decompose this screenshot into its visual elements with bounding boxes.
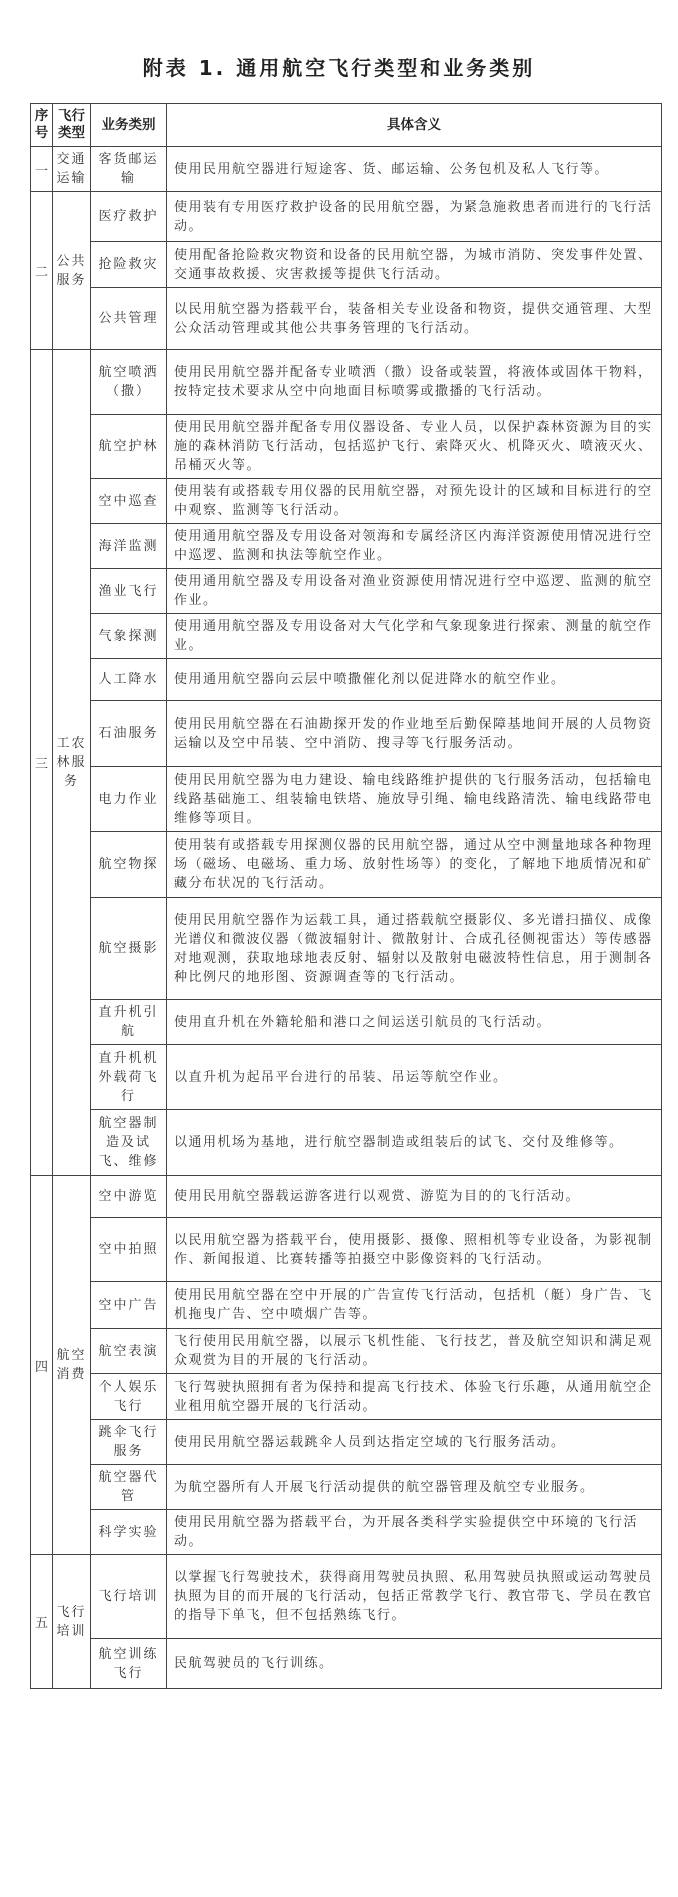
table-row [31, 832, 662, 898]
table-row [31, 288, 662, 350]
meaning-cell: 使用民用航空器并配备专业喷洒（撒）设备或装置，将液体或固体干物料，按特定技术要求从空中向地面目标喷雾或撒播的飞行活动。 [167, 350, 662, 415]
meaning-cell: 使用民用航空器为电力建设、输电线路维护提供的飞行服务活动，包括输电线路基础施工、组装输电铁塔、施放导引绳、输电线路清洗、输电线路带电维修等项目。 [167, 767, 662, 832]
table-row [31, 415, 662, 479]
table-row [31, 1465, 662, 1510]
business-category-cell: 人工降水 [91, 659, 167, 701]
meaning-cell: 使用民用航空器载运游客进行以观赏、游览为目的的飞行活动。 [167, 1176, 662, 1218]
meaning-cell: 使用通用航空器及专用设备对大气化学和气象现象进行探索、测量的航空作业。 [167, 614, 662, 659]
business-category-cell: 航空摄影 [91, 898, 167, 1000]
meaning-cell: 以民用航空器为搭载平台，使用摄影、摄像、照相机等专业设备，为影视制作、新闻报道、比赛转播等拍摄空中影像资料的飞行活动。 [167, 1218, 662, 1282]
meaning-cell: 使用装有或搭载专用探测仪器的民用航空器，通过从空中测量地球各种物理场（磁场、电磁场、重力场、放射性场等）的变化，了解地下地质情况和矿藏分布状况的飞行活动。 [167, 832, 662, 898]
meaning-cell: 使用民用航空器运载跳伞人员到达指定空域的飞行服务活动。 [167, 1420, 662, 1465]
business-category-cell: 公共管理 [91, 288, 167, 350]
table-header-row [31, 104, 662, 147]
business-category-cell: 直升机机外载荷飞行 [91, 1045, 167, 1110]
meaning-cell: 为航空器所有人开展飞行活动提供的航空器管理及航空专业服务。 [167, 1465, 662, 1510]
table-row [31, 350, 662, 415]
business-category-cell: 抢险救灾 [91, 242, 167, 288]
business-category-cell: 航空训练飞行 [91, 1639, 167, 1689]
meaning-cell: 使用民用航空器为搭载平台，为开展各类科学实验提供空中环境的飞行活动。 [167, 1510, 662, 1555]
table-row [31, 701, 662, 767]
table-row [31, 1176, 662, 1218]
business-category-cell: 跳伞飞行服务 [91, 1420, 167, 1465]
flight-type-cell: 交通运输 [53, 147, 91, 192]
flight-type-cell: 飞行培训 [53, 1555, 91, 1689]
header-meaning: 具体含义 [167, 104, 662, 147]
header-business: 业务类别 [91, 104, 167, 147]
meaning-cell: 使用民用航空器进行短途客、货、邮运输、公务包机及私人飞行等。 [167, 147, 662, 192]
table-row [31, 1555, 662, 1639]
business-category-cell: 空中游览 [91, 1176, 167, 1218]
meaning-cell: 使用民用航空器并配备专用仪器设备、专业人员，以保护森林资源为目的实施的森林消防飞行活动，包括巡护飞行、索降灭火、机降灭火、喷液灭火、吊桶灭火等。 [167, 415, 662, 479]
business-category-cell: 个人娱乐飞行 [91, 1374, 167, 1420]
meaning-cell: 以通用机场为基地，进行航空器制造或组装后的试飞、交付及维修等。 [167, 1110, 662, 1176]
flight-type-table [30, 103, 662, 1689]
table-row [31, 614, 662, 659]
table-row [31, 479, 662, 524]
business-category-cell: 气象探测 [91, 614, 167, 659]
business-category-cell: 飞行培训 [91, 1555, 167, 1639]
business-category-cell: 空中巡查 [91, 479, 167, 524]
meaning-cell: 使用配备抢险救灾物资和设备的民用航空器，为城市消防、突发事件处置、交通事故救援、灾害救援等提供飞行活动。 [167, 242, 662, 288]
business-category-cell: 电力作业 [91, 767, 167, 832]
meaning-cell: 使用通用航空器向云层中喷撒催化剂以促进降水的航空作业。 [167, 659, 662, 701]
business-category-cell: 直升机引航 [91, 1000, 167, 1045]
header-no: 序号 [31, 104, 53, 147]
table-row [31, 1374, 662, 1420]
business-category-cell: 空中拍照 [91, 1218, 167, 1282]
business-category-cell: 空中广告 [91, 1282, 167, 1329]
business-category-cell: 航空护林 [91, 415, 167, 479]
table-row [31, 1329, 662, 1374]
business-category-cell: 医疗救护 [91, 192, 167, 242]
group-number: 五 [31, 1555, 53, 1689]
header-type: 飞行类型 [53, 104, 91, 147]
group-number: 三 [31, 350, 53, 1176]
table-row [31, 242, 662, 288]
page-title: 附表 1. 通用航空飞行类型和业务类别 [142, 56, 536, 80]
meaning-cell: 使用直升机在外籍轮船和港口之间运送引航员的飞行活动。 [167, 1000, 662, 1045]
meaning-cell: 使用民用航空器作为运载工具，通过搭载航空摄影仪、多光谱扫描仪、成像光谱仪和微波仪器（微波辐射计、微散射计、合成孔径侧视雷达）等传感器对地观测，获取地球地表反射、辐射以及散射电磁波特性信息，用于测制各种比例尺的地形图、资源调查等的飞行活动。 [167, 898, 662, 1000]
meaning-cell: 使用民用航空器在石油勘探开发的作业地至后勤保障基地间开展的人员物资运输以及空中吊装、空中消防、搜寻等飞行服务活动。 [167, 701, 662, 767]
business-category-cell: 航空器制造及试飞、维修 [91, 1110, 167, 1176]
meaning-cell: 使用民用航空器在空中开展的广告宣传飞行活动，包括机（艇）身广告、飞机拖曳广告、空中喷烟广告等。 [167, 1282, 662, 1329]
flight-type-cell: 工农林服务 [53, 350, 91, 1176]
table-row [31, 1639, 662, 1689]
table-row [31, 1510, 662, 1555]
group-number: 二 [31, 192, 53, 350]
table-row [31, 524, 662, 569]
flight-type-cell: 公共服务 [53, 192, 91, 350]
business-category-cell: 科学实验 [91, 1510, 167, 1555]
meaning-cell: 以直升机为起吊平台进行的吊装、吊运等航空作业。 [167, 1045, 662, 1110]
flight-type-cell: 航空消费 [53, 1176, 91, 1555]
table-row [31, 1282, 662, 1329]
meaning-cell: 以掌握飞行驾驶技术，获得商用驾驶员执照、私用驾驶员执照或运动驾驶员执照为目的而开展的飞行活动，包括正常教学飞行、教官带飞、学员在教官的指导下单飞，但不包括熟练飞行。 [167, 1555, 662, 1639]
table-row [31, 1110, 662, 1176]
business-category-cell: 石油服务 [91, 701, 167, 767]
meaning-cell: 飞行驾驶执照拥有者为保持和提高飞行技术、体验飞行乐趣，从通用航空企业租用航空器开展的飞行活动。 [167, 1374, 662, 1420]
meaning-cell: 使用通用航空器及专用设备对渔业资源使用情况进行空中巡逻、监测的航空作业。 [167, 569, 662, 614]
table-row [31, 767, 662, 832]
table-row [31, 192, 662, 242]
meaning-cell: 使用装有或搭载专用仪器的民用航空器，对预先设计的区域和目标进行的空中观察、监测等飞行活动。 [167, 479, 662, 524]
table-row [31, 1218, 662, 1282]
table-body [31, 147, 662, 1689]
table-row [31, 1420, 662, 1465]
table-row [31, 147, 662, 192]
table-row [31, 1045, 662, 1110]
business-category-cell: 航空器代管 [91, 1465, 167, 1510]
meaning-cell: 飞行使用民用航空器，以展示飞机性能、飞行技艺，普及航空知识和满足观众观赏为目的开展的飞行活动。 [167, 1329, 662, 1374]
business-category-cell: 航空表演 [91, 1329, 167, 1374]
business-category-cell: 海洋监测 [91, 524, 167, 569]
business-category-cell: 渔业飞行 [91, 569, 167, 614]
business-category-cell: 航空喷洒（撒） [91, 350, 167, 415]
meaning-cell: 使用装有专用医疗救护设备的民用航空器，为紧急施救患者而进行的飞行活动。 [167, 192, 662, 242]
business-category-cell: 航空物探 [91, 832, 167, 898]
group-number: 四 [31, 1176, 53, 1555]
meaning-cell: 使用通用航空器及专用设备对领海和专属经济区内海洋资源使用情况进行空中巡逻、监测和执法等航空作业。 [167, 524, 662, 569]
table-row [31, 1000, 662, 1045]
business-category-cell: 客货邮运输 [91, 147, 167, 192]
meaning-cell: 民航驾驶员的飞行训练。 [167, 1639, 662, 1689]
table-row [31, 569, 662, 614]
table-row [31, 659, 662, 701]
group-number: 一 [31, 147, 53, 192]
table-row [31, 898, 662, 1000]
meaning-cell: 以民用航空器为搭载平台，装备相关专业设备和物资，提供交通管理、大型公众活动管理或其他公共事务管理的飞行活动。 [167, 288, 662, 350]
